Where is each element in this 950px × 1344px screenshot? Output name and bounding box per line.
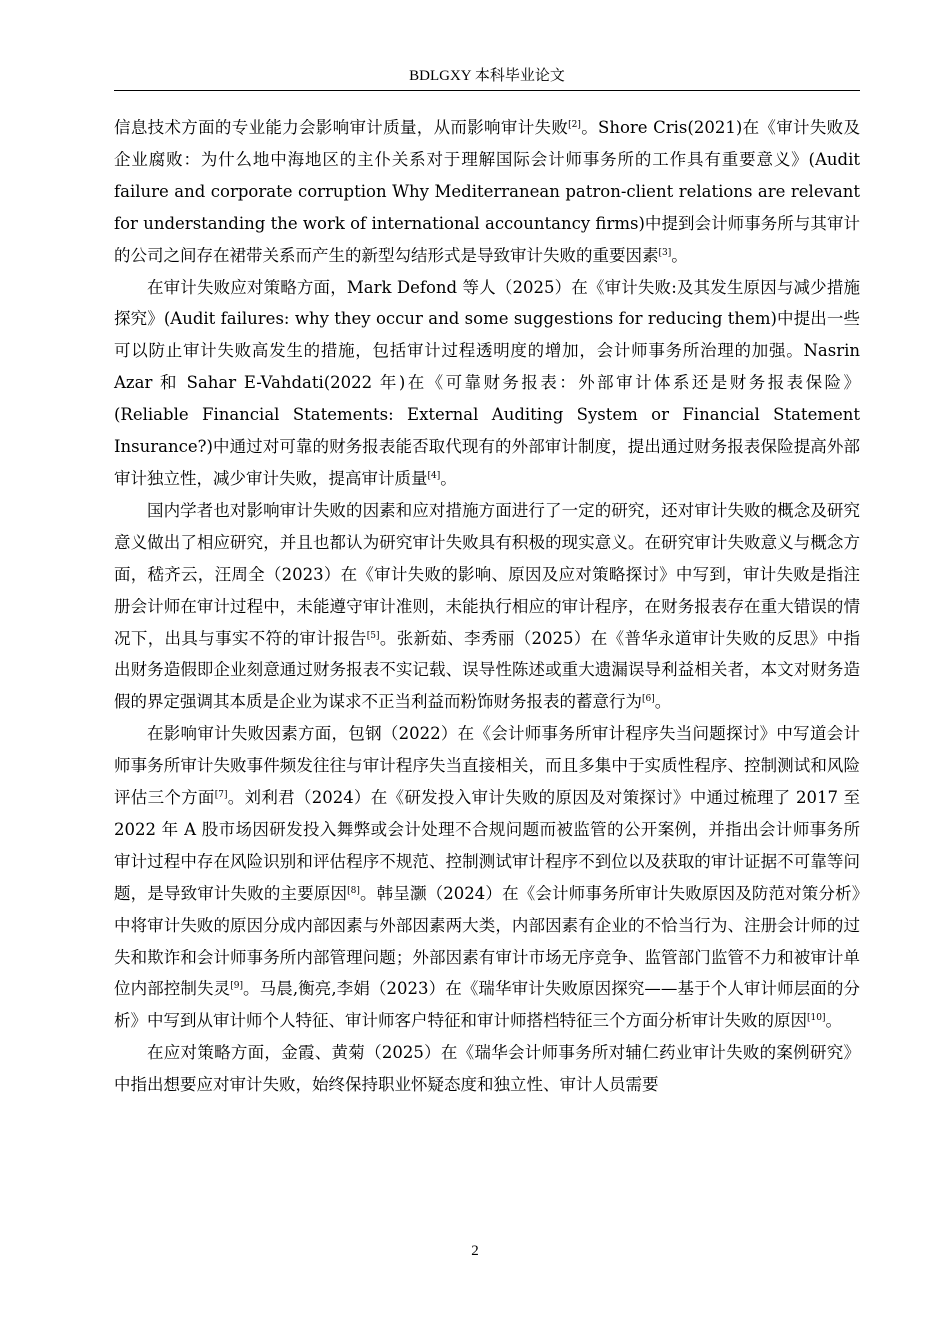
citation-ref: [4] bbox=[427, 470, 441, 481]
paragraph bbox=[114, 495, 860, 718]
paragraph-text: 。 bbox=[825, 1011, 842, 1031]
paragraph-text: 在影响审计失败因素方面，包钢（2022）在《会计师事务所审计程序失当问题探讨》中写道会计师事务所审计失败事件频发往往与审计程序失当直接相关，而且多集中于实质性程序、控制测试和风险评估三个方面 bbox=[114, 724, 860, 808]
running-header: BDLGXY 本科毕业论文 bbox=[409, 68, 565, 84]
paragraph-text: 国内学者也对影响审计失败的因素和应对措施方面进行了一定的研究，还对审计失败的概念及研究意义做出了相应研究，并且也都认为研究审计失败具有积极的现实意义。在研究审计失败意义与概念方面，嵇齐云，汪周全（2023）在《审计失败的影响、原因及应对策略探讨》中写到，审计失败是指注册会计师在审计过程中，未能遵守审计准则，未能执行相应的审计程序，在财务报表存在重大错误的情况下，出具与事实不符的审计报告 bbox=[114, 500, 860, 648]
paragraph-text: 。 bbox=[654, 692, 672, 712]
paragraph-text: 。 bbox=[671, 245, 688, 265]
citation-ref: [8] bbox=[347, 885, 360, 896]
citation-ref: [5] bbox=[366, 630, 380, 641]
paragraph bbox=[114, 718, 860, 1037]
paragraph bbox=[114, 272, 860, 495]
citation-ref: [3] bbox=[658, 247, 672, 258]
body-text bbox=[114, 112, 860, 1101]
citation-ref: [9] bbox=[230, 981, 243, 992]
paragraph-text: 在审计失败应对策略方面，Mark Defond 等人（2025）在《审计失败:及其发生原因与减少措施探究》(Audit failures: why they occur and some suggestions for reducing them)中提出一些可以防止审计失败高发生的措施，包括审计过程透明度的增加，会计师事务所治理的加强。Nasrin Azar 和 Sahar E-Vahdati(2022 年)在《可靠财务报表：外部审计体系还是财务报表保险》(Reliable Financial Statements: External Auditing System or Financial Statement Insurance?)中通过对可靠的财务报表能否取代现有的外部审计制度，提出通过财务报表保险提高外部审计独立性，减少审计失败，提高审计质量 bbox=[114, 277, 860, 488]
citation-ref: [10] bbox=[807, 1013, 826, 1024]
paragraph-text: 。刘利君（2024）在《研发投入审计失败的原因及对策探讨》中通过梳理了 2017 至 2022 年 A 股市场因研发投入舞弊或会计处理不合规问题而被监管的公开案例，并指出会计师事务所审计过程中存在风险识别和评估程序不规范、控制测试审计程序不到位以及获取的审计证据不可靠等问题，是导致审计失败的主要原因 bbox=[114, 788, 861, 903]
paragraph-text: 信息技术方面的专业能力会影响审计质量，从而影响审计失败 bbox=[114, 118, 569, 137]
page-number: 2 bbox=[471, 1243, 479, 1259]
paragraph-text: 。 bbox=[440, 468, 457, 488]
paragraph bbox=[114, 1037, 860, 1101]
citation-ref: [6] bbox=[642, 694, 655, 705]
paragraph bbox=[114, 112, 860, 272]
citation-ref: [2] bbox=[568, 120, 581, 130]
citation-ref: [7] bbox=[214, 790, 228, 801]
header-rule bbox=[114, 90, 860, 91]
paragraph-text: 。马晨,衡亮,李娟（2023）在《瑞华审计失败原因探究——基于个人审计师层面的分析》中写到从审计师个人特征、审计师客户特征和审计师搭档特征三个方面分析审计失败的原因 bbox=[114, 979, 861, 1031]
paragraph-text: 。张新茹、李秀丽（2025）在《普华永道审计失败的反思》中指出财务造假即企业刻意通过财务报表不实记载、误导性陈述或重大遗漏误导利益相关者，本文对财务造假的界定强调其本质是企业为谋求不正当利益而粉饰财务报表的蓄意行为 bbox=[114, 628, 861, 712]
paragraph-text: 。Shore Cris(2021)在《审计失败及企业腐败：为什么地中海地区的主仆关系对于理解国际会计师事务所的工作具有重要意义》(Audit failure and corporate corruption Why Mediterranean patron-client relations are relevant for understanding the work of international accountancy firms)中提到会计师事务所与其审计的公司之间存在裙带关系而产生的新型勾结形式是导致审计失败的重要因素 bbox=[114, 118, 860, 265]
paragraph-text: 在应对策略方面，金霞、黄菊（2025）在《瑞华会计师事务所对辅仁药业审计失败的案例研究》中指出想要应对审计失败，始终保持职业怀疑态度和独立性、审计人员需要 bbox=[114, 1043, 860, 1095]
paragraph-text: 。韩呈灏（2024）在《会计师事务所审计失败原因及防范对策分析》中将审计失败的原因分成内部因素与外部因素两大类，内部因素有企业的不恰当行为、注册会计师的过失和欺诈和会计师事务所内部管理问题；外部因素有审计市场无序竞争、监管部门监管不力和被审计单位内部控制失灵 bbox=[114, 883, 861, 999]
